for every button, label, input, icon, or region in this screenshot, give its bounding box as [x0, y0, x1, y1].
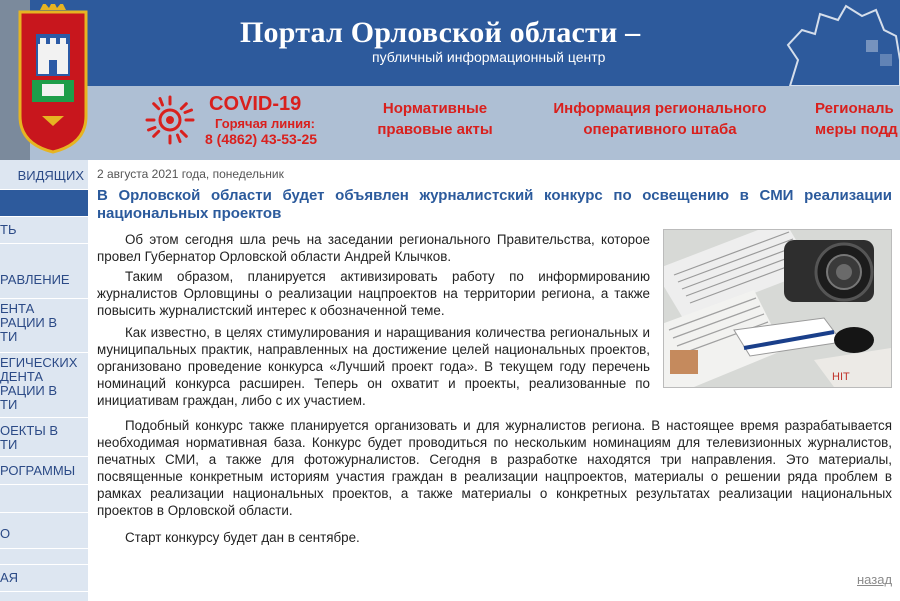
- sidebar-item-8[interactable]: [0, 457, 88, 485]
- sidebar-item-label: О: [0, 526, 11, 541]
- covid-hotline-label: Горячая линия:: [215, 116, 316, 131]
- sidebar-item-label: АЯ: [0, 570, 19, 585]
- article-paragraph: Подобный конкурс также планируется организовать и для журналистов региона. В настоящее время разрабатывается необходимая нормативная база. Конкурс будет проводиться по нескольким номинациям для телевизионных журналистов, печатных СМИ, а также для фотожурналистов. Сегодня в разработке находятся три направления. Это материалы, посвященные конкретным историям участия граждан в реализации нацпроектов, материалы о решении ряда проблем в рамках реализации национальных проектов, а также материалы о конкретных результатах реализации национальных проектов в Орловской области.: [97, 418, 892, 518]
- article-paragraph: Об этом сегодня шла речь на заседании регионального Правительства, которое провел Губернатор Орловской области Андрей Клычков.: [97, 232, 650, 264]
- covid-hotline-phone[interactable]: 8 (4862) 43-53-25: [205, 131, 318, 147]
- sidebar-item-4[interactable]: [0, 244, 88, 299]
- sidebar-item-7[interactable]: [0, 418, 88, 457]
- sidebar-item-3[interactable]: [0, 217, 88, 244]
- nav-normative-acts-label: Нормативные правовые акты: [377, 100, 493, 138]
- sidebar: [0, 160, 88, 601]
- site-header: [0, 0, 900, 160]
- sidebar-item-1[interactable]: [0, 160, 88, 190]
- article-paragraph: Таким образом, планируется активизировать работу по информированию журналистов Орловщины о реализации нацпроектов на территории региона, а также повысить журналистский интерес к обозначенной теме.: [97, 269, 650, 318]
- sidebar-item-2[interactable]: [0, 190, 88, 217]
- nav-regional-support[interactable]: [815, 98, 900, 140]
- article-paragraph: Старт конкурсу будет дан в сентябре.: [125, 530, 360, 545]
- sidebar-item-label: ОЕКТЫ В ТИ: [0, 423, 59, 452]
- sidebar-item-6[interactable]: [0, 353, 88, 418]
- nav-operational-headquarters-label: Информация регионального оперативного штаба: [553, 100, 767, 138]
- nav-operational-headquarters[interactable]: [540, 98, 780, 140]
- sidebar-item-label: ТЬ: [0, 222, 17, 237]
- coat-of-arms-logo[interactable]: [16, 4, 90, 154]
- region-map-graphic: [780, 0, 900, 86]
- covid-sun-icon: [145, 95, 195, 145]
- back-link[interactable]: назад: [857, 572, 893, 587]
- sidebar-item-label: ЕНТА РАЦИИ В ТИ: [0, 301, 58, 344]
- sidebar-item-14[interactable]: [0, 592, 88, 601]
- sidebar-item-13[interactable]: [0, 565, 88, 592]
- article-photo: [663, 229, 892, 388]
- sidebar-item-5[interactable]: [0, 299, 88, 353]
- sidebar-item-11[interactable]: [0, 521, 88, 549]
- newspapers-camera-image: [664, 230, 891, 387]
- article-paragraph: Как известно, в целях стимулирования и наращивания количества региональных и муниципальных практик, направленных на достижение целей национальных проектов, организовано проведение конкурса «Лучший проект года». В текущем году перечень номинаций конкурса расширен. Теперь он охватит и проекты, реализованные по инициативам граждан, либо с их участием.: [97, 325, 650, 408]
- site-title: Портал Орловской области –: [240, 16, 641, 49]
- nav-regional-support-label: Региональ меры подд: [815, 100, 898, 138]
- svg-text:HIT: HIT: [832, 371, 850, 383]
- article-date: 2 августа 2021 года, понедельник: [97, 167, 284, 181]
- nav-normative-acts[interactable]: [360, 98, 510, 140]
- sidebar-item-label: РАВЛЕНИЕ: [0, 272, 70, 287]
- article-title: В Орловской области будет объявлен журналистский конкурс по освещению в СМИ реализации национальных проектов: [97, 187, 892, 222]
- sidebar-item-9[interactable]: [0, 485, 88, 513]
- sidebar-item-12[interactable]: [0, 549, 88, 565]
- covid-banner[interactable]: [145, 93, 345, 149]
- sidebar-item-label: ВИДЯЩИХ: [17, 168, 84, 183]
- site-subtitle: публичный информационный центр: [372, 49, 606, 65]
- covid-title: COVID-19: [209, 93, 302, 115]
- sidebar-item-label: ЕГИЧЕСКИХ ДЕНТА РАЦИИ В ТИ: [0, 355, 78, 412]
- sidebar-item-label: РОГРАММЫ: [0, 463, 76, 478]
